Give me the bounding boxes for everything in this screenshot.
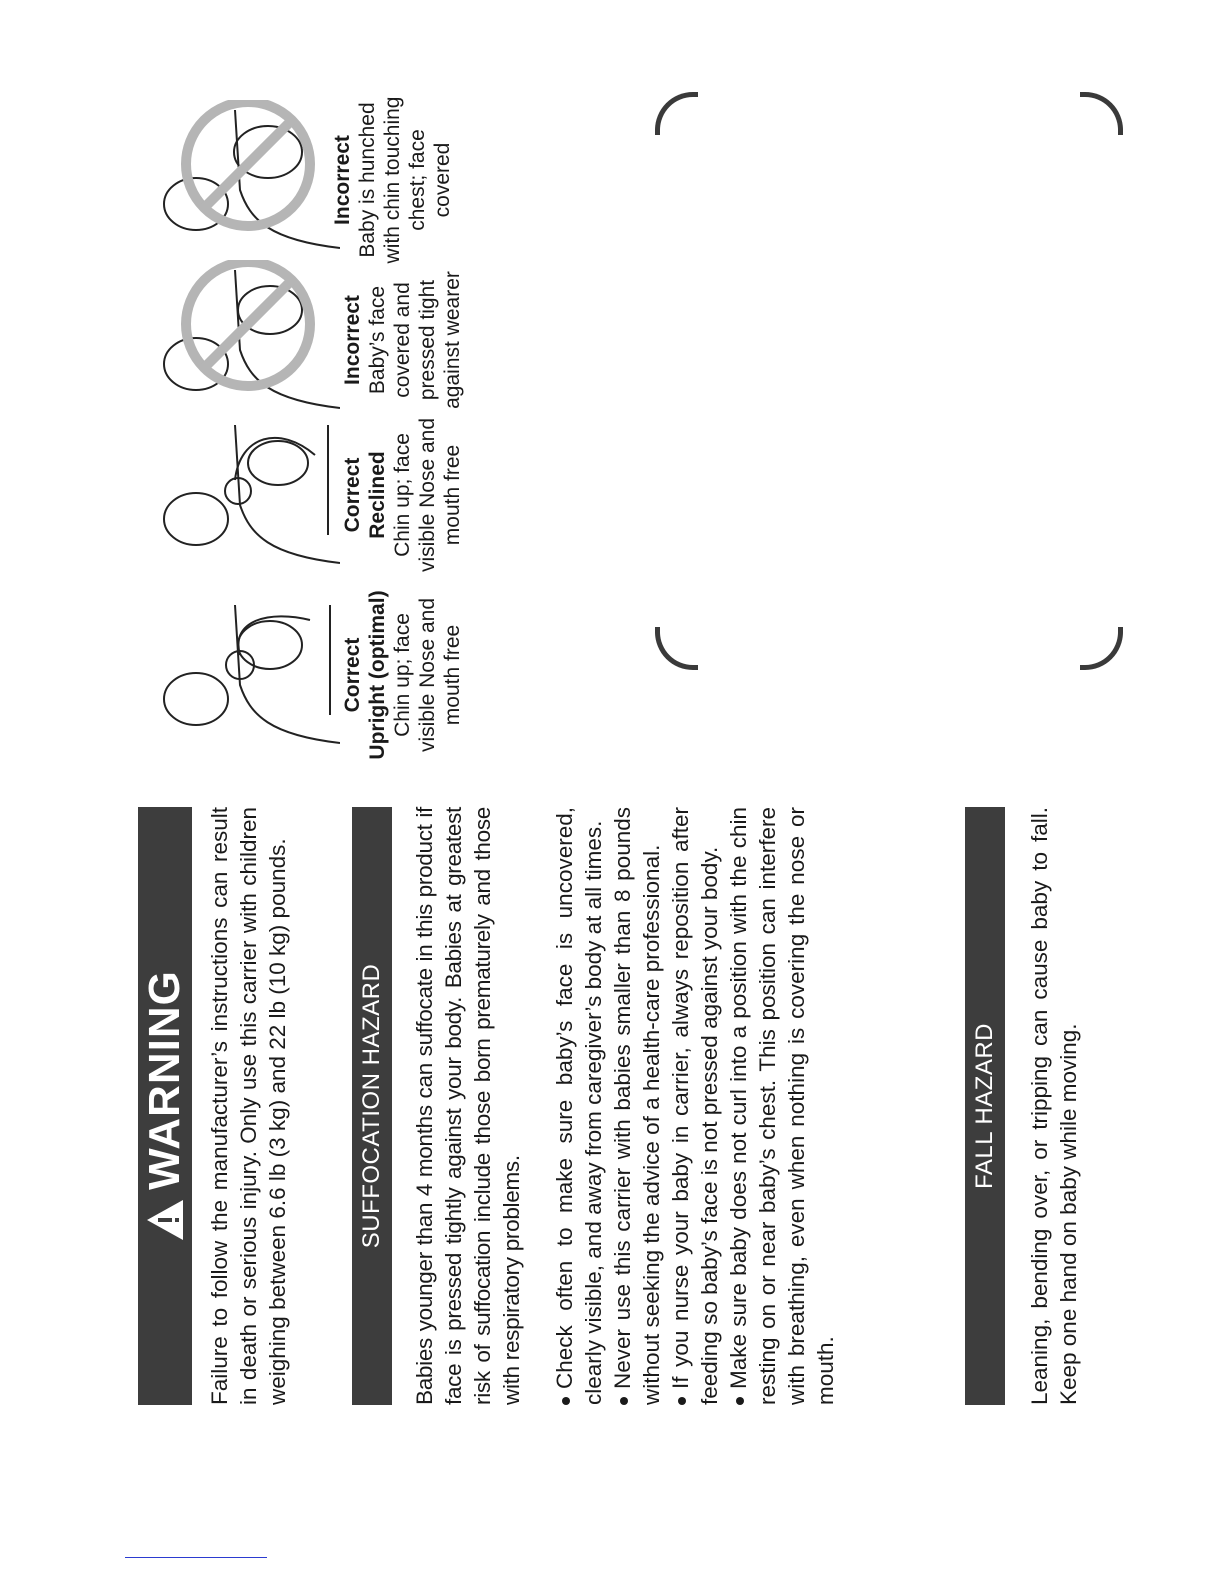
fall-heading: FALL HAZARD xyxy=(971,1023,998,1189)
suffocation-heading: SUFFOCATION HAZARD xyxy=(358,963,385,1249)
figure-correct-reclined xyxy=(140,415,340,575)
carrier-incorrect-hunched-illustration xyxy=(140,100,340,260)
frame-corner-bottom-left xyxy=(1080,627,1123,670)
figure-incorrect-pressed xyxy=(140,260,340,420)
figure-desc: Baby’s face covered and pressed tight against wearer xyxy=(366,271,464,409)
list-item: Make sure baby does not curl into a position with the chin resting on or near baby’s chest. This position can interfere with breathing, even when nothing is covering the nose or mouth. xyxy=(726,807,838,1405)
bullet-icon xyxy=(620,1397,628,1405)
figure-incorrect-pressed-caption xyxy=(340,260,465,420)
figure-title: Correct Upright (optimal) xyxy=(341,590,389,760)
figure-desc: Chin up; face visible Nose and mouth free xyxy=(391,597,464,753)
figure-correct-upright-caption xyxy=(340,585,465,765)
warning-intro: Failure to follow the manufacturer’s instructions can result in death or serious injury. Only use this carrier with children weighing between 6.6 lb (3 kg) and 22 lb (10 kg) pounds. xyxy=(207,807,290,1405)
carrier-upright-illustration xyxy=(140,595,340,755)
suffocation-heading-bar xyxy=(352,807,392,1405)
list-item: If you nurse your baby in carrier, always reposition after feeding so baby’s face is not pressed against your body. xyxy=(668,807,722,1405)
frame-corner-top-right xyxy=(655,92,698,135)
figure-desc: Chin up; face visible Nose and mouth free xyxy=(391,417,464,573)
list-item: Never use this carrier with babies smaller than 8 pounds without seeking the advice of a health-care professional. xyxy=(610,807,664,1405)
frame-corner-bottom-right xyxy=(1080,92,1123,135)
warning-title: WARNING xyxy=(140,970,189,1190)
figure-correct-reclined-caption xyxy=(340,405,465,585)
carrier-reclined-illustration xyxy=(140,415,340,575)
bullet-icon xyxy=(736,1397,744,1405)
bullet-icon xyxy=(678,1397,686,1405)
suffocation-bullets xyxy=(550,807,840,1405)
list-item: Check often to make sure baby’s face is uncovered, clearly visible, and away from caregiver’s body at all times. xyxy=(552,807,606,1405)
figure-title: Incorrect xyxy=(331,135,354,225)
figure-desc: Baby is hunched with chin touching chest; face covered xyxy=(356,96,454,264)
figure-incorrect-hunched-caption xyxy=(330,95,455,265)
carrier-incorrect-pressed-illustration xyxy=(140,260,340,420)
fall-heading-bar xyxy=(965,807,1005,1405)
figure-title: Incorrect xyxy=(341,295,364,385)
warning-bar xyxy=(138,807,192,1405)
suffocation-paragraph: Babies younger than 4 months can suffocate in this product if face is pressed tightly against your body. Babies at greatest risk of suffocation include those born prematurely and those with respiratory problems. xyxy=(412,807,524,1405)
warning-triangle-icon xyxy=(145,1198,185,1242)
frame-corner-top-left xyxy=(655,627,698,670)
bullet-icon xyxy=(562,1397,570,1405)
figure-correct-upright xyxy=(140,595,340,755)
figure-incorrect-hunched xyxy=(140,100,340,260)
bottom-rule xyxy=(125,1557,267,1558)
fall-paragraph: Leaning, bending over, or tripping can cause baby to fall. Keep one hand on baby while moving. xyxy=(1027,807,1081,1405)
figure-title: Correct Reclined xyxy=(341,451,389,539)
